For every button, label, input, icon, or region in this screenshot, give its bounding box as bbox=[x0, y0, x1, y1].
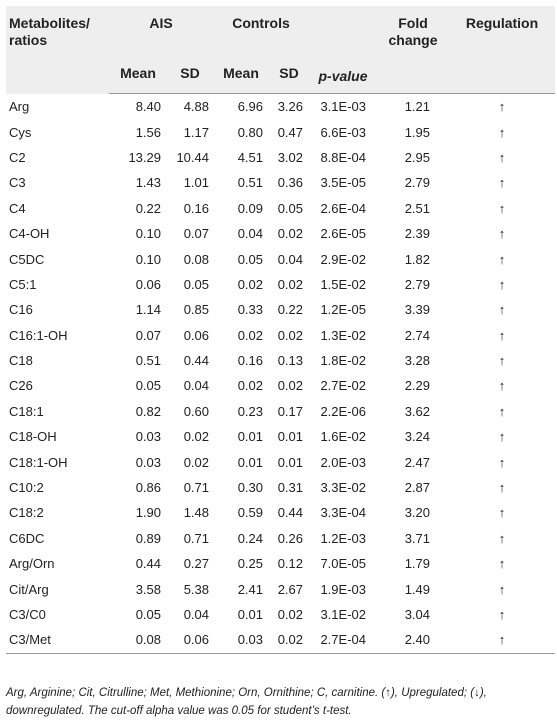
fold-change-cell: 2.87 bbox=[404, 480, 430, 496]
table-row bbox=[6, 424, 555, 449]
controls-sd-cell: 0.26 bbox=[277, 530, 303, 546]
ais-mean-cell: 0.51 bbox=[135, 353, 161, 369]
p-value-cell: 2.9E-02 bbox=[320, 251, 366, 267]
p-value-cell: 1.2E-03 bbox=[320, 530, 366, 546]
regulation-cell: ↑ bbox=[498, 429, 506, 445]
fold-change-cell: 2.40 bbox=[377, 627, 449, 653]
ais-sd-cell: 0.16 bbox=[183, 200, 209, 216]
ais-sd-cell: 0.44 bbox=[183, 353, 209, 369]
controls-sd-cell: 0.01 bbox=[277, 429, 303, 445]
controls-sd-cell: 0.02 bbox=[277, 327, 303, 343]
metabolite-name: C6DC bbox=[9, 530, 45, 546]
controls-sd-cell: 0.04 bbox=[277, 251, 303, 267]
metabolite-name: C16 bbox=[9, 302, 33, 318]
ais-mean-cell: 0.22 bbox=[135, 200, 161, 216]
regulation-cell: ↑ bbox=[498, 581, 506, 597]
ais-mean-cell: 1.43 bbox=[135, 175, 161, 191]
metabolite-name: C3/Met bbox=[6, 627, 109, 653]
table-row bbox=[6, 119, 555, 144]
ais-mean-cell: 0.82 bbox=[135, 403, 161, 419]
regulation-cell: ↑ bbox=[498, 505, 506, 521]
table-row bbox=[6, 399, 555, 424]
table-row bbox=[6, 221, 555, 246]
fold-change-cell: 3.39 bbox=[404, 302, 430, 318]
regulation-cell: ↑ bbox=[498, 302, 506, 318]
metabolite-name: C18:1 bbox=[9, 403, 44, 419]
metabolite-name: C26 bbox=[9, 378, 33, 394]
fold-change-cell: 3.24 bbox=[404, 429, 430, 445]
regulation-cell: ↑ bbox=[498, 327, 506, 343]
controls-mean-cell: 0.24 bbox=[237, 530, 263, 546]
metabolite-name: Cit/Arg bbox=[9, 581, 49, 597]
regulation-cell: ↑ bbox=[498, 200, 506, 216]
p-value-cell: 1.5E-02 bbox=[320, 276, 366, 292]
controls-sd-cell: 0.02 bbox=[269, 627, 309, 653]
metabolite-name: C18-OH bbox=[9, 429, 57, 445]
table-row bbox=[6, 602, 555, 627]
controls-mean-cell: 0.01 bbox=[237, 607, 263, 622]
regulation-cell: ↑ bbox=[498, 124, 506, 140]
ais-sd-cell: 0.27 bbox=[183, 556, 209, 572]
controls-mean-cell: 0.04 bbox=[237, 226, 263, 242]
regulation-cell: ↑ bbox=[498, 530, 506, 546]
ais-mean-cell: 0.10 bbox=[135, 251, 161, 267]
controls-mean-cell: 0.23 bbox=[237, 403, 263, 419]
table-footnote: Arg, Arginine; Cit, Citrulline; Met, Methionine; Orn, Ornithine; C, carnitine. (↑), Upregulated; (↓), downregulated. The cut-off alpha value was 0.05 for student’s t-test. bbox=[6, 687, 487, 717]
controls-sd-cell: 2.67 bbox=[277, 581, 303, 597]
regulation-cell: ↑ bbox=[498, 99, 506, 115]
header-controls-sd: SD bbox=[269, 53, 309, 94]
fold-change-cell: 3.62 bbox=[404, 403, 430, 419]
fold-change-cell: 2.79 bbox=[404, 276, 430, 292]
table-row bbox=[6, 323, 555, 348]
table-row bbox=[6, 551, 555, 576]
metabolite-name: C16:1-OH bbox=[9, 327, 68, 343]
ais-sd-cell: 1.17 bbox=[183, 124, 209, 140]
controls-sd-cell: 3.26 bbox=[277, 99, 303, 115]
ais-mean-cell: 0.03 bbox=[135, 454, 161, 470]
table-row bbox=[6, 272, 555, 297]
metabolites-table bbox=[6, 6, 555, 654]
controls-mean-cell: 0.02 bbox=[237, 276, 263, 292]
p-value-cell: 2.2E-06 bbox=[320, 403, 366, 419]
regulation-cell: ↑ bbox=[498, 454, 506, 470]
regulation-cell: ↑ bbox=[498, 149, 506, 165]
fold-change-cell: 1.79 bbox=[404, 556, 430, 572]
fold-change-cell: 2.95 bbox=[404, 149, 430, 165]
controls-mean-cell: 4.51 bbox=[237, 149, 263, 165]
ais-mean-cell: 0.05 bbox=[135, 378, 161, 394]
metabolite-name: Arg/Orn bbox=[9, 556, 55, 572]
fold-change-cell: 1.95 bbox=[404, 124, 430, 140]
controls-mean-cell: 0.03 bbox=[213, 627, 269, 653]
controls-sd-cell: 0.02 bbox=[277, 378, 303, 394]
ais-mean-cell: 0.86 bbox=[135, 480, 161, 496]
table-row bbox=[6, 348, 555, 373]
ais-sd-cell: 0.04 bbox=[183, 378, 209, 394]
p-value-cell: 2.7E-04 bbox=[309, 627, 377, 653]
controls-sd-cell: 0.36 bbox=[277, 175, 303, 191]
table-body bbox=[6, 94, 555, 654]
fold-change-cell: 3.71 bbox=[404, 530, 430, 546]
ais-sd-cell: 4.88 bbox=[183, 99, 209, 115]
ais-mean-cell: 13.29 bbox=[128, 149, 161, 165]
p-value-cell: 2.6E-04 bbox=[320, 200, 366, 216]
table-row bbox=[6, 526, 555, 551]
table-row bbox=[6, 94, 555, 120]
ais-sd-cell: 0.02 bbox=[183, 454, 209, 470]
ais-sd-cell: 0.06 bbox=[167, 627, 213, 653]
table-row bbox=[6, 196, 555, 221]
controls-sd-cell: 3.02 bbox=[277, 149, 303, 165]
controls-mean-cell: 0.33 bbox=[237, 302, 263, 318]
controls-mean-cell: 0.02 bbox=[237, 378, 263, 394]
header-ais: AIS bbox=[149, 15, 173, 31]
ais-sd-cell: 5.38 bbox=[183, 581, 209, 597]
ais-mean-cell: 1.56 bbox=[135, 124, 161, 140]
controls-sd-cell: 0.12 bbox=[277, 556, 303, 572]
ais-mean-cell: 1.14 bbox=[135, 302, 161, 318]
p-value-cell: 1.9E-03 bbox=[320, 581, 366, 597]
metabolite-name: Arg bbox=[9, 98, 30, 114]
p-value-cell: 3.3E-04 bbox=[320, 505, 366, 521]
fold-change-cell: 2.29 bbox=[404, 378, 430, 394]
table-header bbox=[6, 6, 555, 94]
controls-sd-cell: 0.02 bbox=[277, 607, 303, 622]
metabolite-name: C18 bbox=[9, 353, 33, 369]
ais-mean-cell: 0.89 bbox=[135, 530, 161, 546]
p-value-cell: 8.8E-04 bbox=[320, 149, 366, 165]
table-row bbox=[6, 373, 555, 398]
regulation-cell: ↑ bbox=[498, 226, 506, 242]
fold-change-cell: 3.04 bbox=[404, 607, 430, 622]
ais-sd-cell: 1.01 bbox=[183, 175, 209, 191]
header-controls: Controls bbox=[232, 15, 290, 31]
metabolite-name: C18:2 bbox=[9, 505, 44, 521]
fold-change-cell: 1.82 bbox=[404, 251, 430, 267]
fold-change-cell: 2.51 bbox=[404, 200, 430, 216]
regulation-cell: ↑ bbox=[498, 378, 506, 394]
ais-sd-cell: 0.06 bbox=[183, 327, 209, 343]
controls-sd-cell: 0.13 bbox=[277, 353, 303, 369]
regulation-cell: ↑ bbox=[498, 276, 506, 292]
ais-sd-cell: 1.48 bbox=[183, 505, 209, 521]
header-metabolites: Metabolites/ ratios bbox=[9, 15, 90, 48]
p-value-cell: 2.0E-03 bbox=[320, 454, 366, 470]
ais-sd-cell: 0.02 bbox=[183, 429, 209, 445]
controls-sd-cell: 0.02 bbox=[277, 276, 303, 292]
fold-change-cell: 1.21 bbox=[404, 99, 430, 115]
header-controls-mean: Mean bbox=[213, 53, 269, 94]
regulation-cell: ↑ bbox=[498, 403, 506, 419]
table-row bbox=[6, 500, 555, 525]
controls-mean-cell: 0.59 bbox=[237, 505, 263, 521]
ais-mean-cell: 8.40 bbox=[135, 99, 161, 115]
ais-mean-cell: 0.07 bbox=[135, 327, 161, 343]
ais-mean-cell: 0.06 bbox=[135, 276, 161, 292]
metabolite-name: C5DC bbox=[9, 251, 45, 267]
table-row bbox=[6, 475, 555, 500]
ais-mean-cell: 0.05 bbox=[135, 607, 161, 622]
p-value-cell: 3.5E-05 bbox=[320, 175, 366, 191]
table-row bbox=[6, 449, 555, 474]
metabolite-name: C4-OH bbox=[9, 226, 50, 242]
ais-sd-cell: 0.05 bbox=[183, 276, 209, 292]
p-value-cell: 3.1E-03 bbox=[320, 99, 366, 115]
controls-mean-cell: 0.25 bbox=[237, 556, 263, 572]
p-value-cell: 1.8E-02 bbox=[320, 353, 366, 369]
ais-mean-cell: 0.08 bbox=[109, 627, 167, 653]
ais-mean-cell: 1.90 bbox=[135, 505, 161, 521]
metabolite-name: C5:1 bbox=[9, 276, 37, 292]
controls-mean-cell: 6.96 bbox=[237, 99, 263, 115]
table-row bbox=[6, 170, 555, 195]
table-row bbox=[6, 297, 555, 322]
header-ais-sd: SD bbox=[167, 53, 213, 94]
header-p-value: p-value bbox=[318, 68, 368, 84]
controls-sd-cell: 0.05 bbox=[277, 200, 303, 216]
controls-sd-cell: 0.02 bbox=[277, 226, 303, 242]
table-row bbox=[6, 576, 555, 601]
controls-mean-cell: 0.01 bbox=[237, 454, 263, 470]
fold-change-cell: 2.47 bbox=[404, 454, 430, 470]
regulation-cell: ↑ bbox=[498, 556, 506, 572]
regulation-cell: ↑ bbox=[498, 353, 506, 369]
ais-sd-cell: 0.60 bbox=[183, 403, 209, 419]
controls-mean-cell: 0.09 bbox=[237, 200, 263, 216]
metabolite-name: C3/C0 bbox=[9, 607, 46, 622]
ais-mean-cell: 0.44 bbox=[135, 556, 161, 572]
controls-sd-cell: 0.17 bbox=[277, 403, 303, 419]
ais-mean-cell: 3.58 bbox=[135, 581, 161, 597]
ais-mean-cell: 0.03 bbox=[135, 429, 161, 445]
regulation-cell: ↑ bbox=[498, 480, 506, 496]
p-value-cell: 7.0E-05 bbox=[320, 556, 366, 572]
ais-sd-cell: 0.85 bbox=[183, 302, 209, 318]
controls-mean-cell: 0.05 bbox=[237, 251, 263, 267]
controls-mean-cell: 0.80 bbox=[237, 124, 263, 140]
fold-change-cell: 3.20 bbox=[404, 505, 430, 521]
fold-change-cell: 2.79 bbox=[404, 175, 430, 191]
metabolite-name: C3 bbox=[9, 175, 26, 191]
controls-sd-cell: 0.01 bbox=[277, 454, 303, 470]
metabolite-name: C2 bbox=[9, 149, 26, 165]
header-fold-change: Fold change bbox=[377, 6, 449, 94]
ais-mean-cell: 0.10 bbox=[135, 226, 161, 242]
p-value-cell: 2.6E-05 bbox=[320, 226, 366, 242]
controls-mean-cell: 2.41 bbox=[237, 581, 263, 597]
ais-sd-cell: 0.71 bbox=[183, 480, 209, 496]
ais-sd-cell: 0.71 bbox=[183, 530, 209, 546]
controls-mean-cell: 0.01 bbox=[237, 429, 263, 445]
header-ais-mean: Mean bbox=[109, 53, 167, 94]
p-value-cell: 1.3E-02 bbox=[320, 327, 366, 343]
metabolite-name: C10:2 bbox=[9, 480, 44, 496]
metabolite-name: C18:1-OH bbox=[9, 454, 68, 470]
table-row bbox=[6, 627, 555, 653]
fold-change-cell: 3.28 bbox=[404, 353, 430, 369]
fold-change-cell: 1.49 bbox=[404, 581, 430, 597]
regulation-cell: ↑ bbox=[498, 607, 506, 622]
regulation-cell: ↑ bbox=[449, 627, 555, 653]
controls-sd-cell: 0.22 bbox=[277, 302, 303, 318]
controls-mean-cell: 0.16 bbox=[237, 353, 263, 369]
header-regulation: Regulation bbox=[449, 6, 555, 94]
controls-mean-cell: 0.51 bbox=[237, 175, 263, 191]
fold-change-cell: 2.39 bbox=[404, 226, 430, 242]
p-value-cell: 1.2E-05 bbox=[320, 302, 366, 318]
regulation-cell: ↑ bbox=[498, 175, 506, 191]
ais-sd-cell: 0.07 bbox=[183, 226, 209, 242]
p-value-cell: 1.6E-02 bbox=[320, 429, 366, 445]
metabolite-name: Cys bbox=[9, 124, 32, 140]
fold-change-cell: 2.74 bbox=[404, 327, 430, 343]
controls-mean-cell: 0.02 bbox=[237, 327, 263, 343]
p-value-cell: 3.1E-02 bbox=[320, 607, 366, 622]
ais-sd-cell: 0.08 bbox=[183, 251, 209, 267]
ais-sd-cell: 10.44 bbox=[176, 149, 209, 165]
controls-sd-cell: 0.47 bbox=[277, 124, 303, 140]
regulation-cell: ↑ bbox=[498, 251, 506, 267]
controls-mean-cell: 0.30 bbox=[237, 480, 263, 496]
p-value-cell: 6.6E-03 bbox=[320, 124, 366, 140]
p-value-cell: 3.3E-02 bbox=[320, 480, 366, 496]
table-row bbox=[6, 145, 555, 170]
controls-sd-cell: 0.31 bbox=[277, 480, 303, 496]
table-row bbox=[6, 246, 555, 271]
controls-sd-cell: 0.44 bbox=[277, 505, 303, 521]
p-value-cell: 2.7E-02 bbox=[320, 378, 366, 394]
ais-sd-cell: 0.04 bbox=[183, 607, 209, 622]
metabolite-name: C4 bbox=[9, 200, 26, 216]
